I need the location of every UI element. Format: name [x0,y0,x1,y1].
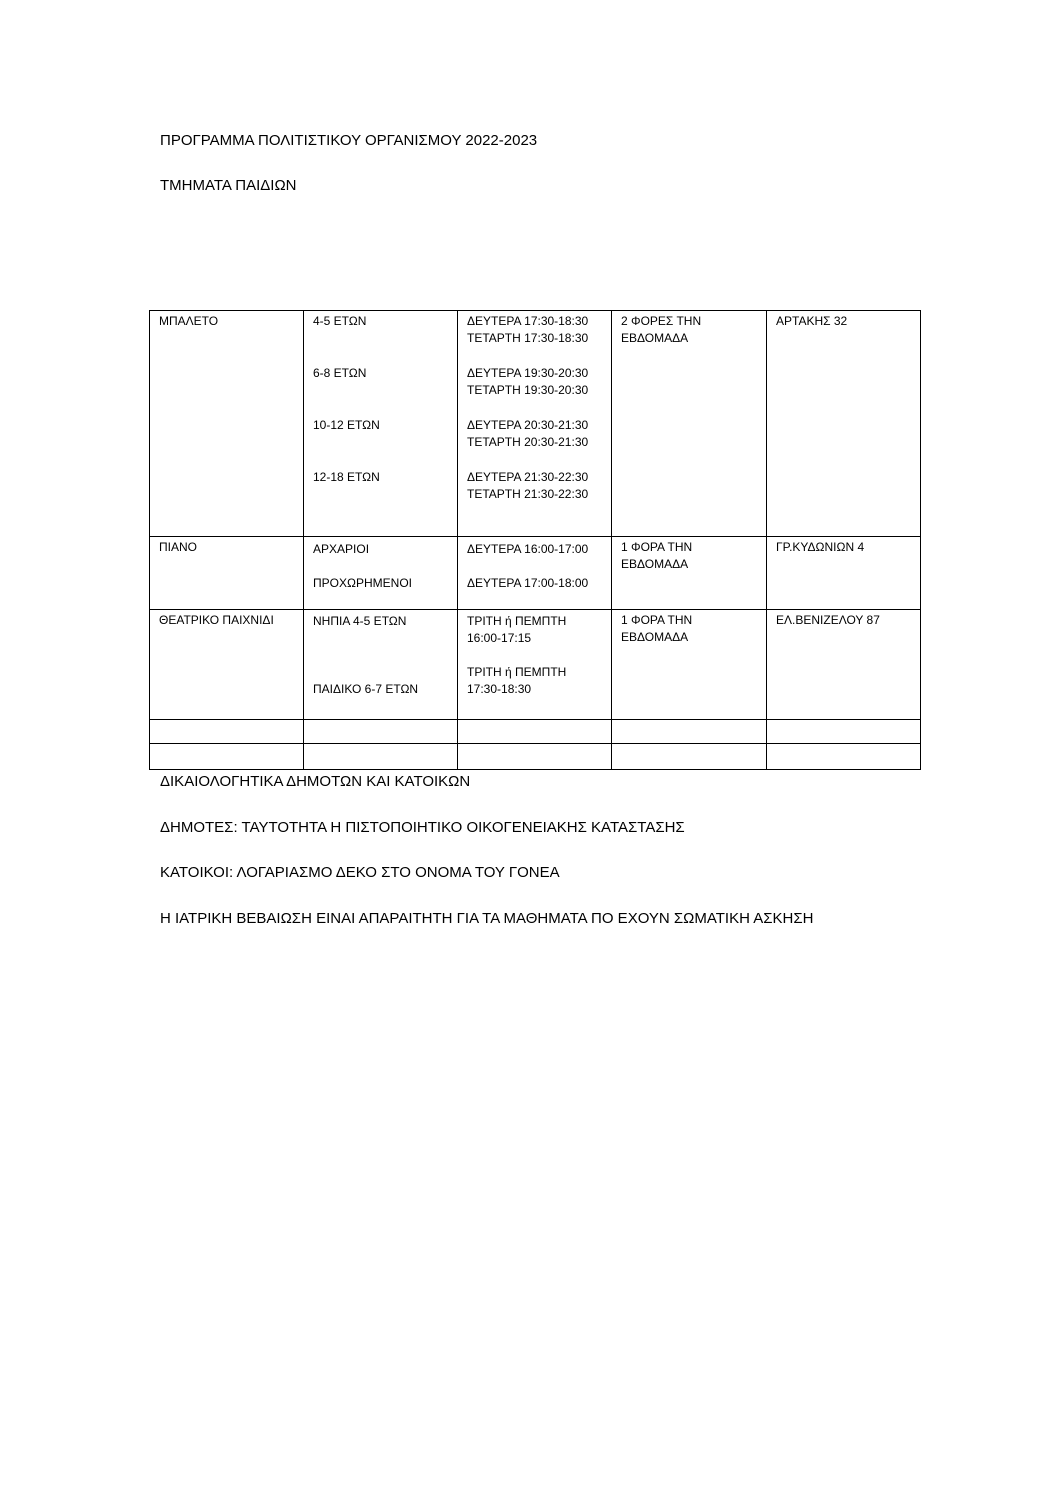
time-slot: ΔΕΥΤΕΡΑ 20:30-21:30 [467,418,589,432]
medical-certificate-note: Η ΙΑΤΡΙΚΗ ΒΕΒΑΙΩΣΗ ΕΙΝΑΙ ΑΠΑΡΑΙΤΗΤΗ ΓΙΑ ΤΑ ΜΑΘΗΜΑΤΑ ΠΟ ΕΧΟΥΝ ΣΩΜΑΤΙΚΗ ΑΣΚΗΣΗ [160,910,814,927]
document-subtitle: ΤΜΗΜΑΤΑ ΠΑΙΔΙΩΝ [160,177,297,194]
address-cell [767,610,921,720]
table-row-empty [150,744,921,770]
time-slot: ΤΕΤΑΡΤΗ 21:30-22:30 [467,487,589,501]
group-label: ΠΑΙΔΙΚΟ 6-7 ΕΤΩΝ [313,682,419,696]
documents-heading: ΔΙΚΑΙΟΛΟΓΗΤΙΚΑ ΔΗΜΟΤΩΝ ΚΑΙ ΚΑΤΟΙΚΩΝ [160,773,471,790]
activity-name: ΠΙΑΝΟ [159,540,198,554]
empty-cell [150,744,304,770]
time-slot: ΔΕΥΤΕΡΑ 19:30-20:30 [467,366,589,380]
group-label: 12-18 ΕΤΩΝ [313,470,380,484]
address-text: ΕΛ.ΒΕΝΙΖΕΛΟΥ 87 [776,613,880,627]
time-slot: ΔΕΥΤΕΡΑ 16:00-17:00 [467,542,589,556]
residents-requirement: ΚΑΤΟΙΚΟΙ: ΛΟΓΑΡΙΑΣΜΟ ΔΕΚΟ ΣΤΟ ΟΝΟΜΑ ΤΟΥ ΓΟΝΕΑ [160,864,560,881]
activity-cell [150,610,304,720]
table-row-ballet [150,311,921,537]
time-slot: 17:30-18:30 [467,682,532,696]
groups-cell [304,537,458,610]
empty-cell [458,744,612,770]
empty-cell [767,720,921,744]
group-label: 4-5 ΕΤΩΝ [313,314,367,328]
activity-cell [150,311,304,537]
empty-cell [458,720,612,744]
frequency-text: 2 ΦΟΡΕΣ ΤΗΝ [621,314,702,328]
frequency-text: ΕΒΔΟΜΑΔΑ [621,630,689,644]
table-row-theatre [150,610,921,720]
time-slot: ΔΕΥΤΕΡΑ 17:30-18:30 [467,314,589,328]
group-label: ΠΡΟΧΩΡΗΜΕΝΟΙ [313,576,412,590]
time-slot: ΔΕΥΤΕΡΑ 17:00-18:00 [467,576,589,590]
frequency-cell [612,311,767,537]
table-row-piano [150,537,921,610]
frequency-text: ΕΒΔΟΜΑΔΑ [621,557,689,571]
empty-cell [767,744,921,770]
times-cell [458,311,612,537]
times-cell [458,610,612,720]
frequency-text: 1 ΦΟΡΑ ΤΗΝ [621,613,693,627]
frequency-cell [612,610,767,720]
address-text: ΑΡΤΑΚΗΣ 32 [776,314,848,328]
frequency-text: 1 ΦΟΡΑ ΤΗΝ [621,540,693,554]
group-label: 10-12 ΕΤΩΝ [313,418,380,432]
schedule-table [149,310,921,770]
time-slot: ΤΕΤΑΡΤΗ 19:30-20:30 [467,383,589,397]
time-slot: 16:00-17:15 [467,631,532,645]
group-label: ΝΗΠΙΑ 4-5 ΕΤΩΝ [313,614,407,628]
citizens-requirement: ΔΗΜΟΤΕΣ: ΤΑΥΤΟΤΗΤΑ Η ΠΙΣΤΟΠΟΙΗΤΙΚΟ ΟΙΚΟΓΕΝΕΙΑΚΗΣ ΚΑΤΑΣΤΑΣΗΣ [160,819,685,836]
time-slot: ΤΕΤΑΡΤΗ 17:30-18:30 [467,331,589,345]
times-cell [458,537,612,610]
address-cell [767,537,921,610]
time-slot: ΤΡΙΤΗ ή ΠΕΜΠΤΗ [467,665,567,679]
empty-cell [304,744,458,770]
empty-cell [612,744,767,770]
address-cell [767,311,921,537]
group-label: 6-8 ΕΤΩΝ [313,366,367,380]
activity-name: ΜΠΑΛΕΤΟ [159,314,219,328]
empty-cell [304,720,458,744]
empty-cell [150,720,304,744]
groups-cell [304,311,458,537]
groups-cell [304,610,458,720]
activity-name: ΘΕΑΤΡΙΚΟ ΠΑΙΧΝΙΔΙ [159,613,274,627]
time-slot: ΤΡΙΤΗ ή ΠΕΜΠΤΗ [467,614,567,628]
group-label: ΑΡΧΑΡΙΟΙ [313,542,370,556]
frequency-text: ΕΒΔΟΜΑΔΑ [621,331,689,345]
document-title: ΠΡΟΓΡΑΜΜΑ ΠΟΛΙΤΙΣΤΙΚΟΥ ΟΡΓΑΝΙΣΜΟΥ 2022-2023 [160,132,538,149]
table-row-empty [150,720,921,744]
address-text: ΓΡ.ΚΥΔΩΝΙΩΝ 4 [776,540,865,554]
activity-cell [150,537,304,610]
time-slot: ΤΕΤΑΡΤΗ 20:30-21:30 [467,435,589,449]
frequency-cell [612,537,767,610]
time-slot: ΔΕΥΤΕΡΑ 21:30-22:30 [467,470,589,484]
empty-cell [612,720,767,744]
